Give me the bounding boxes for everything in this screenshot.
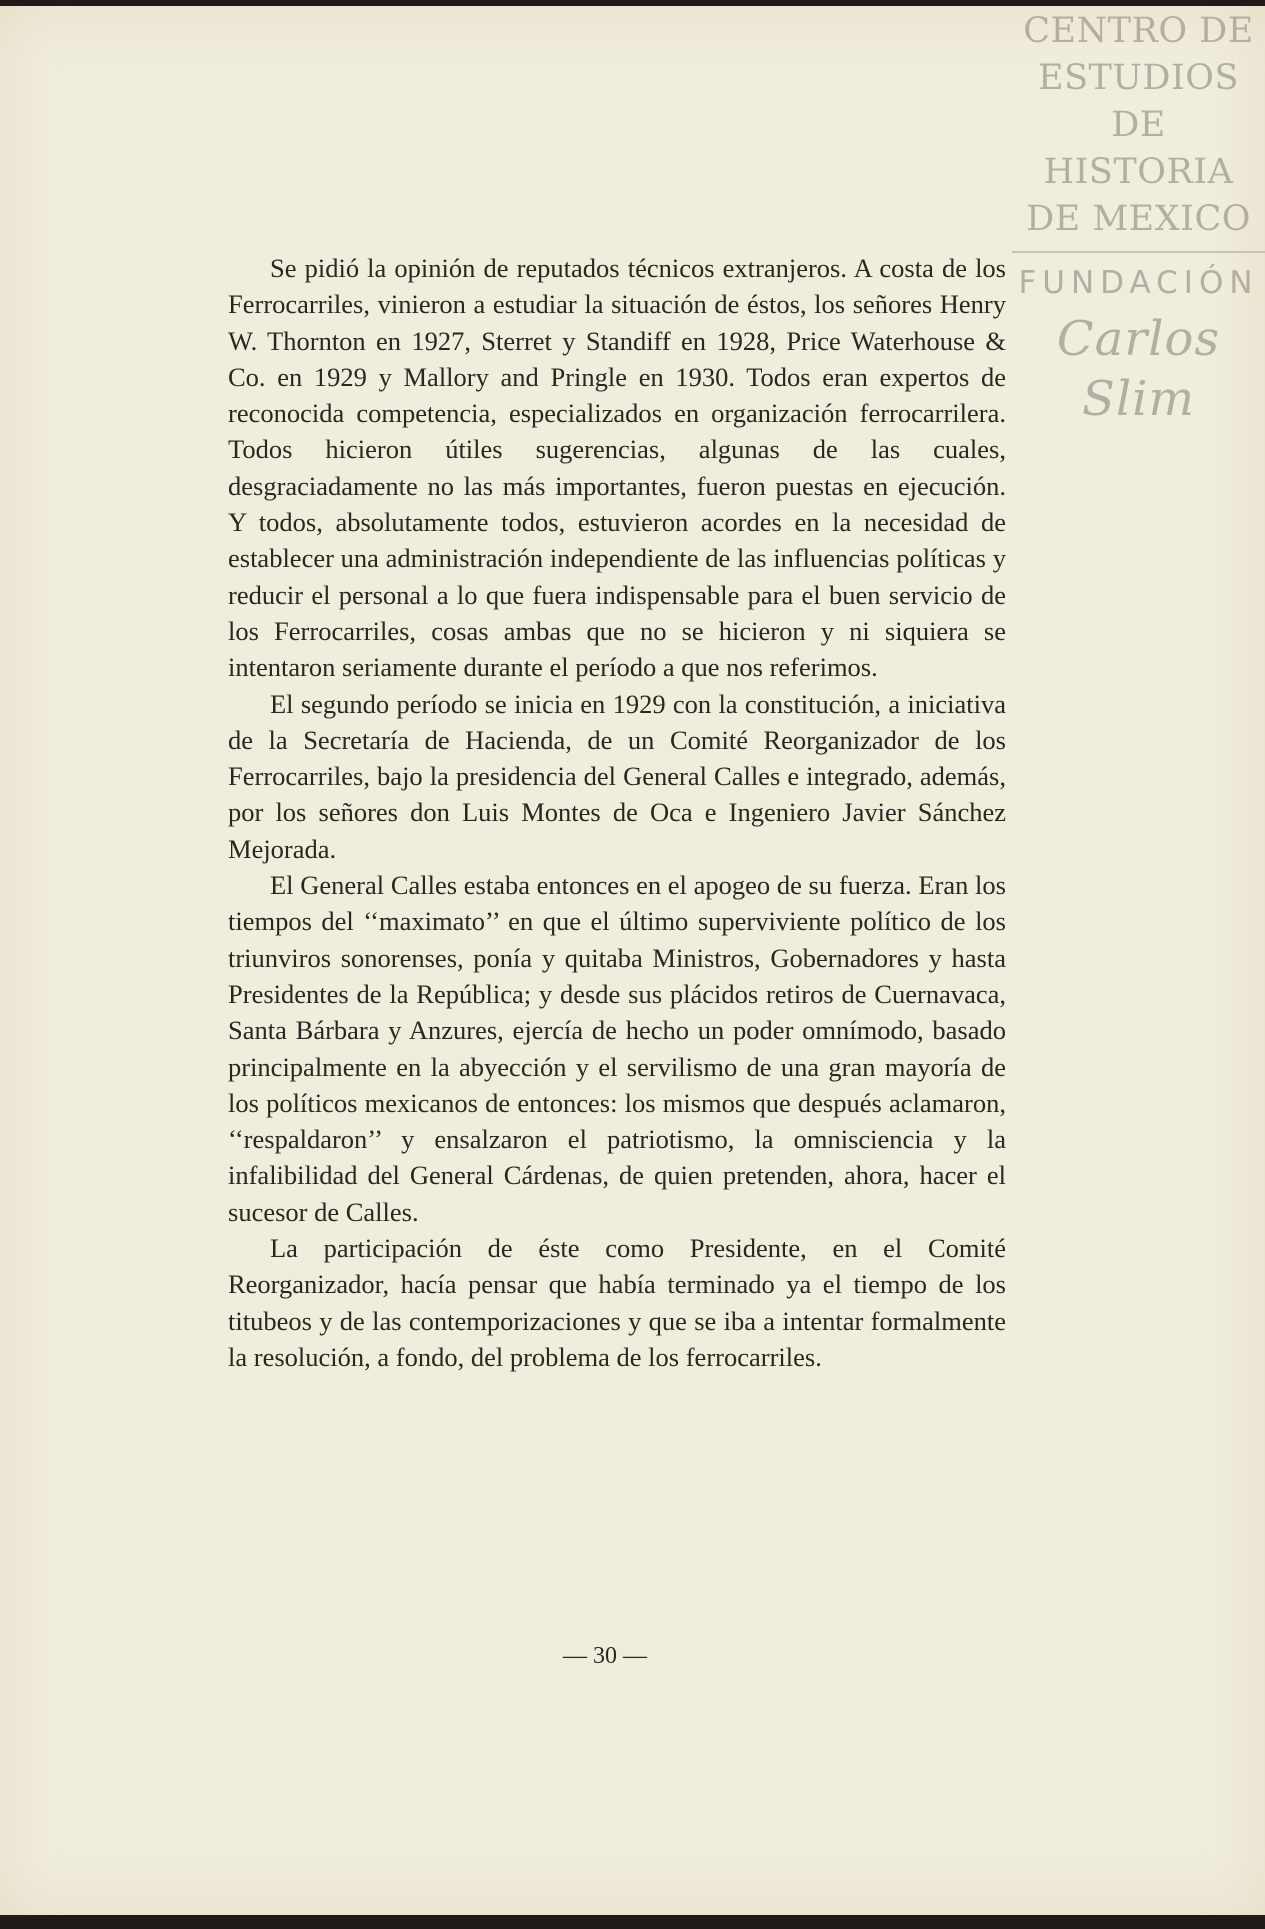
watermark-line-1: CENTRO DE [1023,11,1254,51]
book-page [0,6,1265,1915]
paragraph-4: La participación de éste como Presidente, en el Comité Reorganizador, hacía pensar que había terminado ya el tiempo de los titubeos y de las contemporizaciones y que se iba a intentar formalmente la resolución, a fondo, del problema de los ferrocarriles. [228,1233,1006,1372]
paragraph-2: El segundo período se inicia en 1929 con la constitución, a iniciativa de la Secretaría de Hacienda, de un Comité Reorganizador de los Ferrocarriles, bajo la presidencia del General Calles e integrado, además, por los señores don Luis Montes de Oca e Ingeniero Javier Sánchez Mejorada. [228,688,1006,864]
paragraph-3: El General Calles estaba entonces en el apogeo de su fuerza. Eran los tiempos del ‘‘maximato’’ en que el último superviviente político de los triunviros sonorenses, ponía y quitaba Ministros, Gobernadores y hasta Presidentes de la República; y desde sus plácidos retiros de Cuernavaca, Santa Bárbara y Anzures, ejercía de hecho un poder omnímodo, basado principalmente en la abyección y el servilismo de una gran mayoría de los políticos mexicanos de entonces: los mismos que después aclamaron, ‘‘respaldaron’’ y ensalzaron el patriotismo, la omnisciencia y la infalibilidad del General Cárdenas, de quien pretenden, ahora, hacer el sucesor de Calles. [228,870,1006,1227]
paragraph-1: Se pidió la opinión de reputados técnicos extranjeros. A costa de los Ferrocarriles, vinieron a estudiar la situación de éstos, los señores Henry W. Thornton en 1927, Sterret y Standiff en 1928, Price Waterhouse & Co. en 1929 y Mallory and Pringle en 1930. Todos eran expertos de reconocida competencia, especializados en organización ferrocarrilera. Todos hicieron útiles sugerencias, algunas de las cuales, desgraciadamente no las más importantes, fueron puestas en ejecución. Y todos, absolutamente todos, estuvieron acordes en la necesidad de establecer una administración independiente de las influencias políticas y reducir el personal a lo que fuera indispensable para el buen servicio de los Ferrocarriles, cosas ambas que no se hicieron y ni siquiera se intentaron seriamente durante el período a que nos referimos. [228,253,1006,683]
body-text [228,250,1006,1375]
page-number: — 30 — [563,1643,647,1669]
watermark-foundation: FUNDACIÓN [1018,265,1259,301]
watermark-line-4: DE MEXICO [1026,199,1251,239]
watermark-signature: Carlos Slim [1056,311,1221,427]
archive-watermark [1012,8,1265,429]
watermark-line-2: ESTUDIOS [1038,58,1239,98]
watermark-line-3: DE HISTORIA [1043,105,1234,192]
watermark-divider [1012,251,1265,253]
